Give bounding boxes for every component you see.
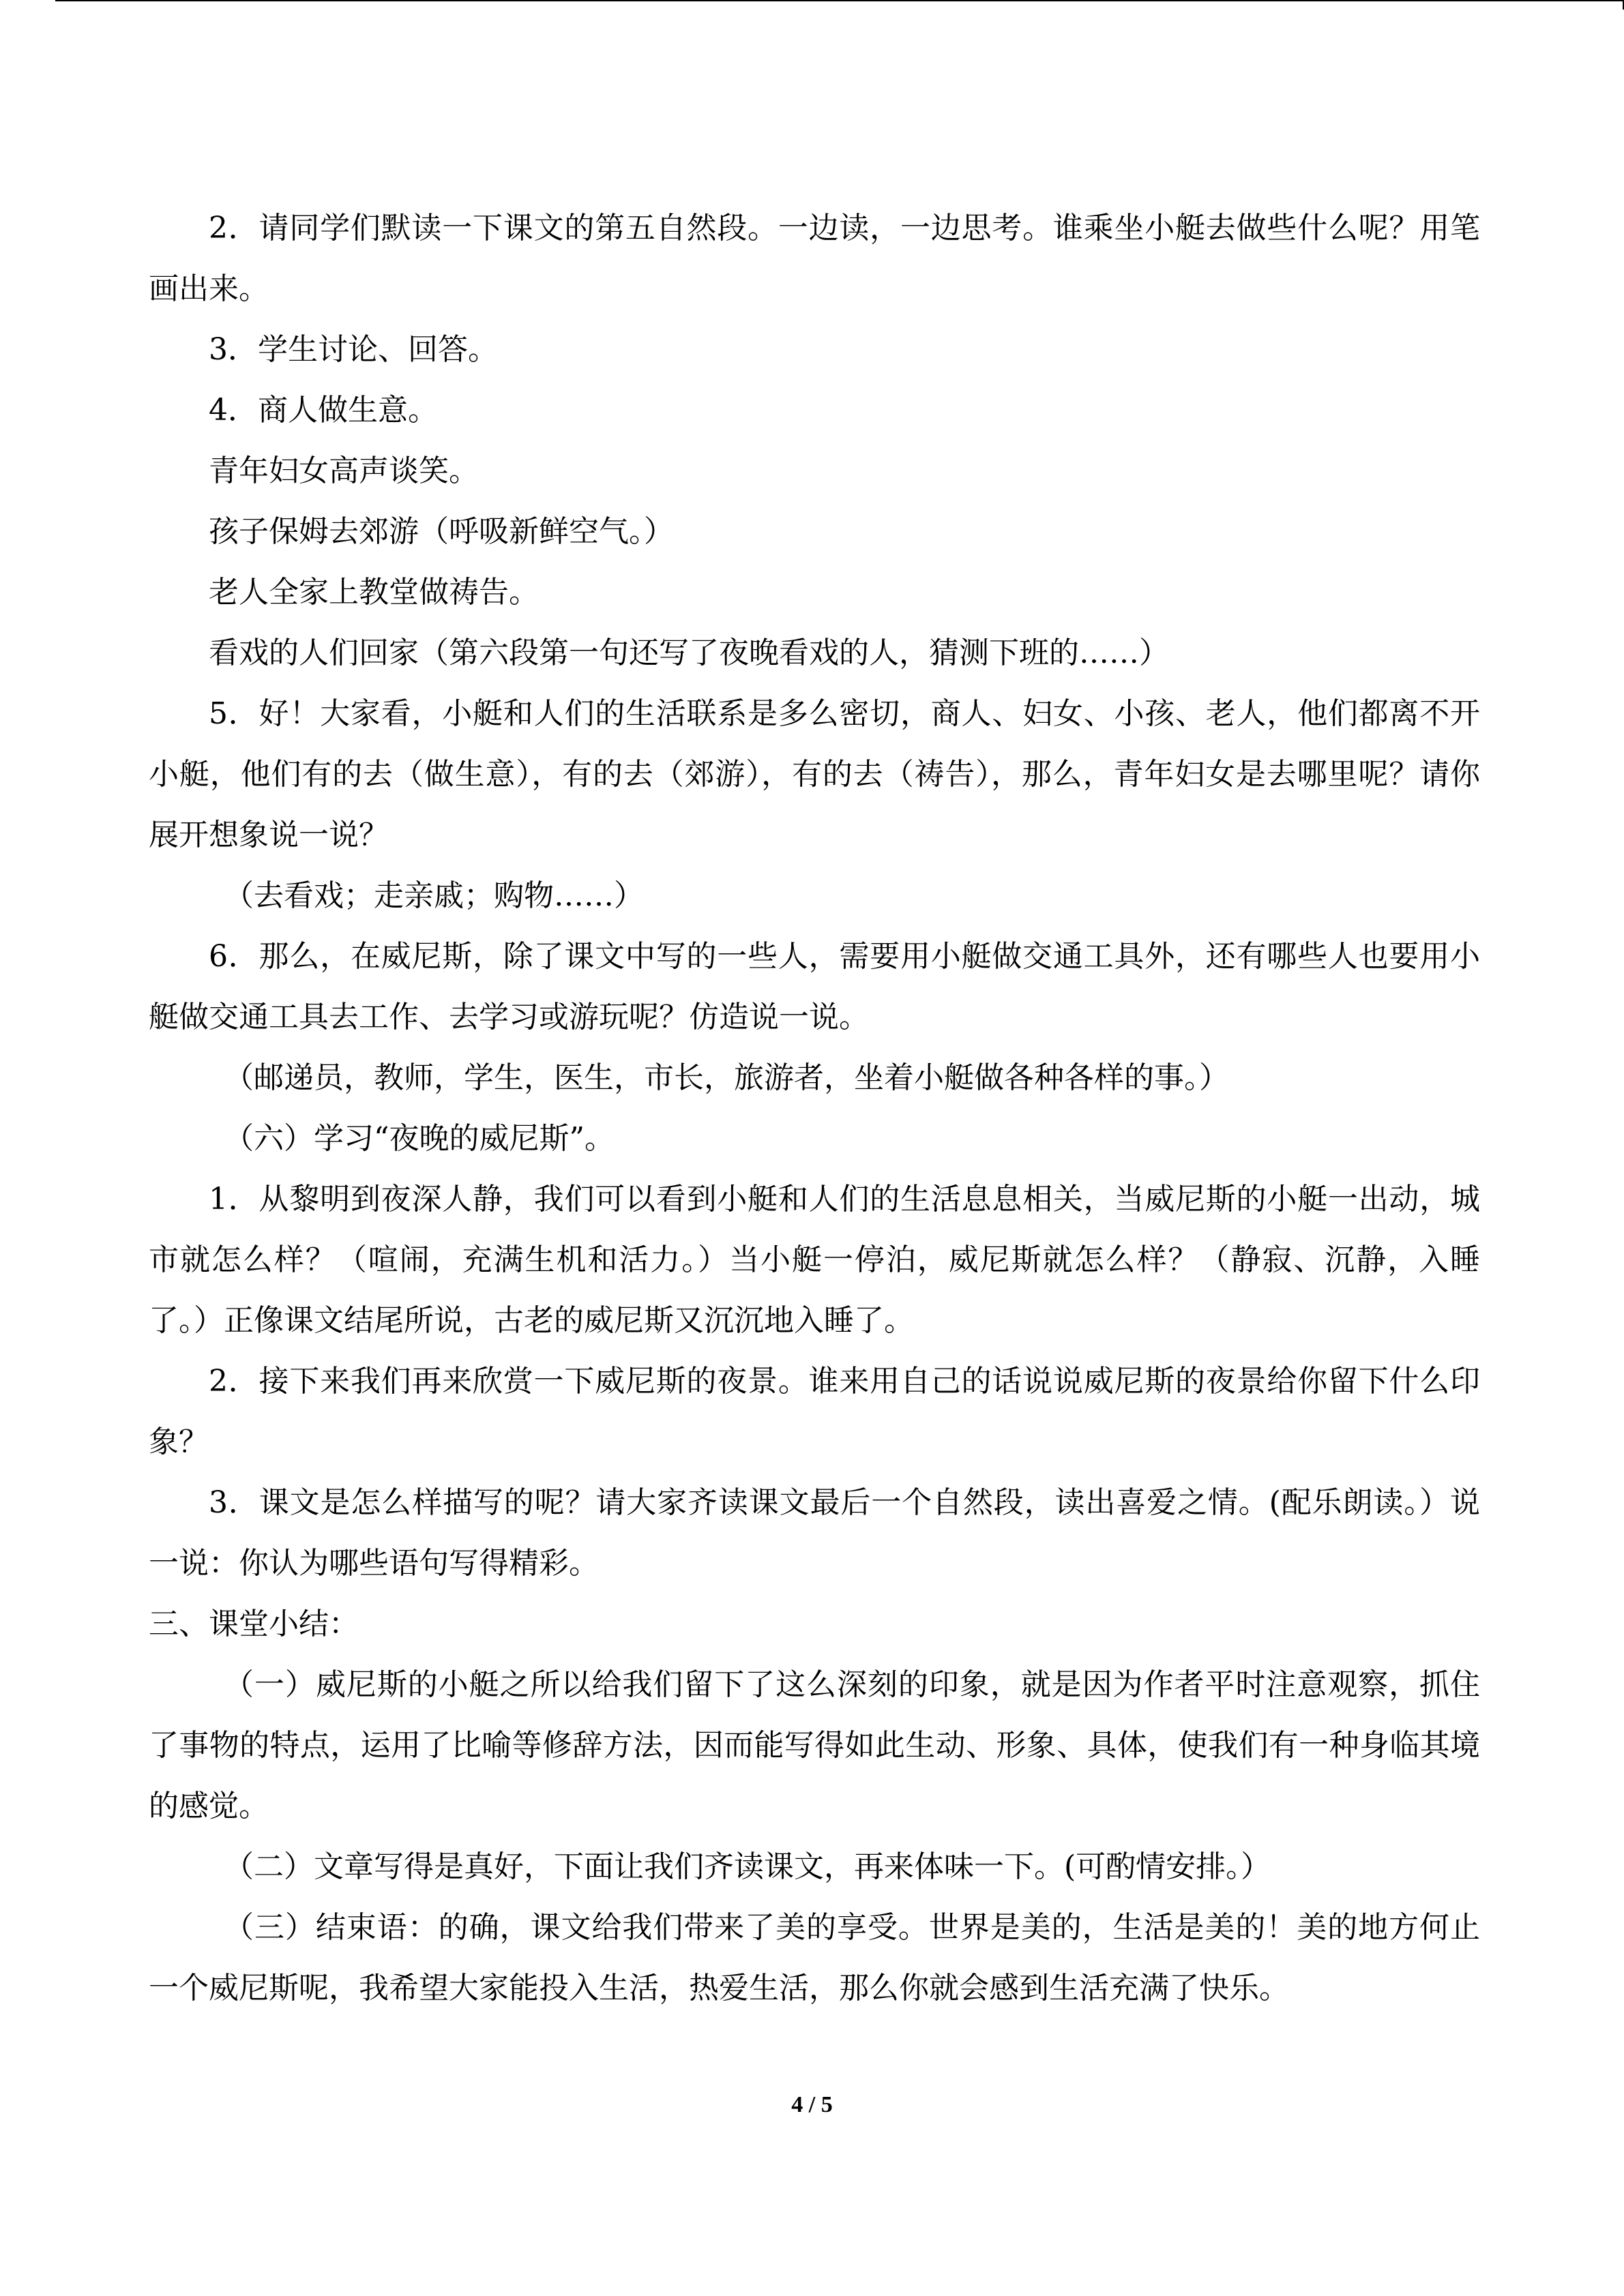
paragraph: 4．商人做生意。 [209,393,438,428]
paragraph: 2．接下来我们再来欣赏一下威尼斯的夜景。谁来用自己的话说说威尼斯的夜景给你留下什么印象？ [149,1364,1480,1459]
page-number: 4 / 5 [791,2092,833,2117]
section-heading: （六）学习“夜晚的威尼斯”。 [224,1121,615,1156]
paragraph: 1．从黎明到夜深人静，我们可以看到小艇和人们的生活息息相关，当威尼斯的小艇一出动，城市就怎么样？（喧闹，充满生机和活力。）当小艇一停泊，威尼斯就怎么样？（静寂、沉静，入睡了。）正像课文结尾所说，古老的威尼斯又沉沉地入睡了。 [149,1182,1480,1338]
paragraph: 看戏的人们回家（第六段第一句还写了夜晚看戏的人，猜测下班的……） [209,636,1169,670]
section-heading: 三、课堂小结： [149,1607,359,1641]
paragraph: 5．好！大家看，小艇和人们的生活联系是多么密切，商人、妇女、小孩、老人，他们都离不开小艇，他们有的去（做生意），有的去（郊游），有的去（祷告），那么，青年妇女是去哪里呢？请你展开想象说一说？ [149,696,1480,852]
page-border-top [55,0,1624,1]
paragraph: （二）文章写得是真好，下面让我们齐读课文，再来体味一下。(可酌情安排。） [224,1849,1271,1884]
paragraph: 3．课文是怎么样描写的呢？请大家齐读课文最后一个自然段，读出喜爱之情。(配乐朗读。）说一说：你认为哪些语句写得精彩。 [149,1485,1480,1581]
document-body [149,198,1480,2018]
paragraph: （三）结束语：的确，课文给我们带来了美的享受。世界是美的，生活是美的！美的地方何止一个威尼斯呢，我希望大家能投入生活，热爱生活，那么你就会感到生活充满了快乐。 [149,1910,1480,2006]
paragraph: （一）威尼斯的小艇之所以给我们留下了这么深刻的印象，就是因为作者平时注意观察，抓住了事物的特点，运用了比喻等修辞方法，因而能写得如此生动、形象、具体，使我们有一种身临其境的感觉。 [149,1667,1480,1823]
paragraph: 6．那么，在威尼斯，除了课文中写的一些人，需要用小艇做交通工具外，还有哪些人也要用小艇做交通工具去工作、去学习或游玩呢？仿造说一说。 [149,939,1480,1034]
paragraph: 老人全家上教堂做祷告。 [209,575,539,610]
paragraph: 青年妇女高声谈笑。 [209,453,479,488]
paragraph: 孩子保姆去郊游（呼吸新鲜空气。） [209,514,674,549]
paragraph: 3．学生讨论、回答。 [209,332,498,367]
paragraph: 2．请同学们默读一下课文的第五自然段。一边读，一边思考。谁乘坐小艇去做些什么呢？用笔画出来。 [149,211,1480,306]
paragraph: （邮递员，教师，学生，医生，市长，旅游者，坐着小艇做各种各样的事。） [224,1060,1229,1095]
paragraph: （去看戏；走亲戚；购物……） [224,878,644,913]
